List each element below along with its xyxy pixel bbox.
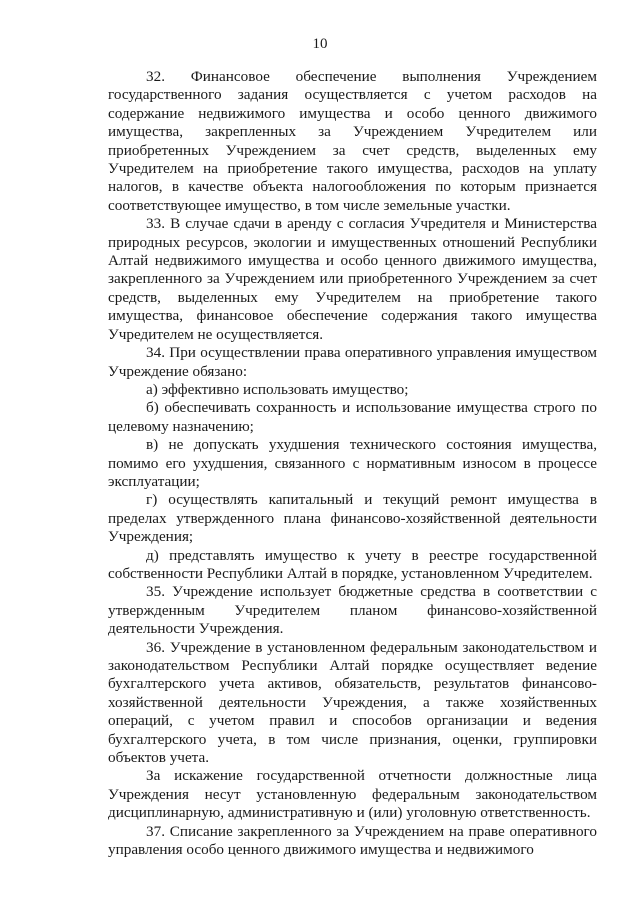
paragraph-35: 35. Учреждение использует бюджетные средства в соответствии с утвержденным Учредителем планом финансово-хозяйственной деятельности Учреждения. [108,583,597,638]
paragraph-37: 37. Списание закрепленного за Учреждением на праве оперативного управления особо ценного движимого имущества и недвижимого [108,822,597,859]
list-item-v: в) не допускать ухудшения технического состояния имущества, помимо его ухудшения, связанного с нормативным износом в процессе эксплуатации; [108,436,597,490]
document-body [108,68,597,859]
paragraph-liability: За искажение государственной отчетности должностные лица Учреждения несут установленную федеральным законодательством дисциплинарную, административную и (или) уголовную ответственность. [108,767,597,822]
list-item-d: д) представлять имущество к учету в реестре государственной собственности Республики Алтай в порядке, установленном Учредителем. [108,546,597,582]
list-item-g: г) осуществлять капитальный и текущий ремонт имущества в пределах утвержденного плана финансово-хозяйственной деятельности Учреждения; [108,491,597,546]
list-item-b: б) обеспечивать сохранность и использование имущества строго по целевому назначению; [108,399,597,435]
paragraph-32: 32. Финансовое обеспечение выполнения Учреждением государственного задания осуществляется с учетом расходов на содержание недвижимого имущества и особо ценного движимого имущества, закрепленных за Учреждением Учредителем или приобретенных Учреждением за счет средств, выделенных ему Учредителем на приобретение такого имущества, расходов на уплату налогов, в качестве объекта налогообложения по которым признается соответствующее имущество, в том числе земельные участки. [108,68,597,214]
paragraph-33: 33. В случае сдачи в аренду с согласия Учредителя и Министерства природных ресурсов, экологии и имущественных отношений Республики Алтай недвижимого имущества и особо ценного движимого имущества, закрепленного за Учреждением или приобретенного Учреждением за счет средств, выделенных ему Учредителем на приобретение такого имущества, финансовое обеспечение содержания такого имущества Учредителем не осуществляется. [108,215,597,343]
paragraph-34: 34. При осуществлении права оперативного управления имуществом Учреждение обязано: [108,344,597,380]
paragraph-36: 36. Учреждение в установленном федеральным законодательством и законодательством Республики Алтай порядке осуществляет ведение бухгалтерского учета активов, обязательств, результатов финансово-хозяйственной деятельности Учреждения, а также хозяйственных операций, с учетом правил и способов организации и ведения бухгалтерского учета, в том числе признания, оценки, группировки объектов учета. [108,638,597,767]
page-number: 10 [312,36,328,52]
list-item-a: а) эффективно использовать имущество; [146,380,409,398]
